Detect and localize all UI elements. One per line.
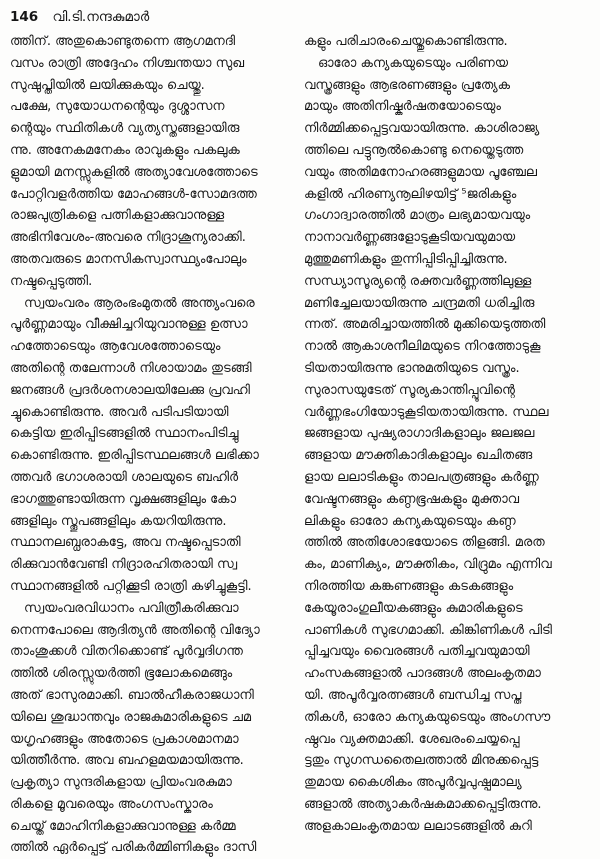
text-line: ട്ടതും സുഗന്ധതൈലത്താൽ മിനുക്കപ്പെട്ട xyxy=(304,753,539,769)
text-line: പ്പിച്ചവയും വൈരങ്ങൾ പതിച്ചവയുമായി xyxy=(304,644,530,660)
text-line: ജനങ്ങൾ പ്രദർശനശാലയിലേക്കു പ്രവഹി xyxy=(10,382,250,398)
text-line: ത്തിന്. അതുകൊണ്ടുതന്നെ ആഗമനദി xyxy=(10,34,236,49)
text-line: വസ്ത്രങ്ങളും ആഭരണങ്ങളും പ്രത്യേക xyxy=(304,77,511,93)
text-line: നിരത്തിയ കങ്കണങ്ങളും കടകങ്ങളും xyxy=(304,578,514,594)
text-line: സുരാസയുടേത് സൂര്യകാന്തിപ്പൂവിന്റെ xyxy=(304,382,515,398)
text-line: നിർമ്മിക്കപ്പെട്ടവയായിരുന്നു. കാശിരാജ്യ xyxy=(304,121,540,137)
text-line: അതവരുടെ മാനസികസ്വാസ്ഥ്യംപോലും xyxy=(10,251,247,267)
text-line: ത്തിൽ ഏർപ്പെട്ട് പരികർമ്മിണികളും ദാസി xyxy=(10,840,257,856)
text-line: മണിച്ചേലയായിരുന്നു ചന്ദ്രമതി ധരിച്ചിരു xyxy=(304,295,535,311)
text-line: ളുമായി മനസ്സുകളിൽ അത്യാവേശത്തോടെ xyxy=(10,164,258,180)
text-line: യിത്തീർന്നു. അവ ബഹളമയമായിരുന്നു. xyxy=(10,753,244,769)
text-line: പക്ഷേ, സുയോധനന്റെയും ദുശ്ശാസന xyxy=(10,99,225,115)
text-line: അത് ഭാസുരമാക്കി. ബാൽഹീകരാജധാനി xyxy=(10,687,254,703)
running-title: വി.ടി.നന്ദകുമാർ xyxy=(52,9,150,25)
text-line: യി. അപൂർവ്വരത്നങ്ങൾ ബന്ധിച്ച സപ്ത xyxy=(304,687,522,703)
text-line: സ്വയംവരവിധാനം പവിത്രീകരിക്കുവാ xyxy=(24,600,239,616)
text-line: സന്ധ്യാസൂര്യന്റെ രക്തവർണ്ണത്തിലുള്ള xyxy=(304,273,532,289)
text-line: ഗംഗാദ്വാരത്തിൽ മാത്രം ലഭ്യമായവയും xyxy=(304,208,531,224)
text-line: നഷ്ടപ്പെടുത്തി. xyxy=(10,273,93,289)
right-column xyxy=(304,31,590,837)
text-line: പാണികൾ സുഭഗമാക്കി. കിങ്കിണികൾ പിടി xyxy=(304,622,552,638)
text-line: മായും അതിനിഷ്കർഷതയോടെയും xyxy=(304,99,501,115)
text-line: സുഷുപ്തിയിൽ ലയിക്കുകയും ചെയ്തു. xyxy=(10,77,205,93)
text-line: ഹംസകങ്ങളാൽ പാദങ്ങൾ അലംകൃതമാ xyxy=(304,666,541,682)
text-line: ത്തവർ ഭഗാശരായി ശാലയുടെ ബഹിർ xyxy=(10,469,239,485)
text-line: സ്വയംവരം ആരംഭംമുതൽ അന്ത്യംവരെ xyxy=(24,295,255,311)
text-line: ന്നു. അനേകമനേകം രാവുകളും പകലുക xyxy=(10,142,240,158)
text-line: ളായ ലലാടികളും താലപത്രങ്ങളും കർണ്ണ xyxy=(304,469,539,485)
page-header xyxy=(10,7,149,29)
text-line: വേഷ്ടനങ്ങളും കണ്ഠഭൂഷകളും മുക്താവ xyxy=(304,491,520,507)
text-line: കം, മാണിക്യം, മൗക്തികം, വിദ്രുമം എന്നിവ xyxy=(304,557,552,573)
text-line: ങ്ങളാൽ അത്യാകർഷകമാക്കപ്പെട്ടിരുന്നു. xyxy=(304,796,542,812)
text-line: കളിൽ ഹിരണ്യനൂലിഴയിട്ട് ⁵ജരികളും xyxy=(304,186,517,202)
text-line: വസം രാത്രി അദ്ദേഹം നിശ്ചന്തയാ സുഖ xyxy=(10,55,245,71)
text-line: പ്രകൃത്യാ സുന്ദരികളായ പ്രിയംവരകുമാ xyxy=(10,775,232,791)
text-line: ത്തിൽ ശിരസ്സുയർത്തി ഭൂലോകമെങ്ങും xyxy=(10,666,233,682)
text-line: ച്ചുകൊണ്ടിരുന്നു. അവർ പടിപടിയായി xyxy=(10,404,229,420)
text-line: ചെയ്ത് മോഹിനികളാക്കുവാനുള്ള കർമ്മ xyxy=(10,818,236,834)
text-line: അളകാലംകൃതമായ ലലാടങ്ങളിൽ കുറി xyxy=(304,818,532,834)
text-line: ന്നത്. അമരിച്ചായത്തിൽ മുക്കിയെടുത്തതി xyxy=(304,317,546,333)
text-line: ടിയതായിരുന്നു ഭാനുമതിയുടെ വസ്ത്രം. xyxy=(304,360,520,376)
text-line: പോറ്റിവളർത്തിയ മോഹങ്ങൾ-സോമദത്ത xyxy=(10,186,257,202)
text-line: വയും അതിമനോഹരങ്ങളുമായ പൂഞ്ചേല xyxy=(304,164,537,180)
text-line: നാനാവർണ്ണങ്ങളോടുകൂടിയവയുമായ xyxy=(304,230,516,246)
left-column xyxy=(10,31,296,859)
text-line: പൂർണ്ണമായും വീക്ഷിച്ചറിയുവാനുള്ള ഉത്സാ xyxy=(10,317,248,333)
text-line: ഓരോ കന്യകയുടെയും പരിണയ xyxy=(318,55,509,71)
text-line: ന്റെയും സ്ഥിതികൾ വ്യത്യസ്തങ്ങളായിരു xyxy=(10,121,240,137)
text-line: അഭിനിവേശം-അവരെ നിദ്രാശൂന്യരാക്കി. xyxy=(10,230,246,246)
text-line: കെട്ടിയ ഇരിപ്പിടങ്ങളിൽ സ്ഥാനംപിടിച്ചു xyxy=(10,426,239,442)
text-line: കൊണ്ടിരുന്നു. ഇരിപ്പിടസ്ഥലങ്ങൾ ലഭിക്കാ xyxy=(10,448,259,464)
text-line: ഹത്തോടെയും ആവേശത്തോടെയും xyxy=(10,339,221,355)
text-line: നെന്നപോലെ ആദിത്യൻ അതിന്റെ വിദ്യോ xyxy=(10,622,260,638)
text-line: കളും പരിചാരംചെയ്തുകൊണ്ടിരുന്നു. xyxy=(304,34,508,49)
text-line: ത്തിലെ പട്ടുനൂൽകൊണ്ടു നെയ്തെടുത്ത xyxy=(304,142,524,158)
text-line: സ്ഥാനങ്ങളിൽ പറ്റിക്കൂടി രാത്രി കഴിച്ചുകൂട്ടി. xyxy=(10,578,252,594)
text-line: ത്തിൽ അതിശോഭയോടെ തിളങ്ങി. മരത xyxy=(304,535,545,551)
text-line: നാൽ ആകാശനീലിമയുടെ നിറത്തോടുകൂ xyxy=(304,339,541,355)
text-line: രിക്കുവാൻവേണ്ടി നിദ്രാരഹിതരായി സ്വ xyxy=(10,557,238,573)
text-line: യഗൃഹങ്ങളും അതോടെ പ്രകാശമാനമാ xyxy=(10,731,239,747)
text-line: യിലെ ശുദ്ധാന്തവും രാജകുമാരികളുടെ ചമ xyxy=(10,709,252,725)
text-line: അതിന്റെ തലേന്നാൾ നിശായാമം തുടങ്ങി xyxy=(10,360,252,376)
text-line: സ്ഥാനലബ്ധരാകട്ടേ, അവ നഷ്ടപ്പെടാതി xyxy=(10,535,241,551)
text-line: ജങ്ങളായ പുഷ്യരാഗാദികളാലും ജലജല xyxy=(304,426,535,442)
text-line: ലികളും ഓരോ കന്യകയുടെയും കണ്ഠ xyxy=(304,513,516,529)
text-line: രാജപുത്രികളെ പത്നികളാക്കുവാനുള്ള xyxy=(10,208,225,224)
page-number: 146 xyxy=(10,9,39,25)
text-line: ഭാഗത്തുണ്ടായിരുന്ന വൃക്ഷങ്ങളിലും കോ xyxy=(10,491,237,507)
text-line: മുത്തുമണികളും തുന്നിപ്പിടിപ്പിച്ചിരുന്നു. xyxy=(304,251,508,267)
text-line: തുമായ കൈശികം അപൂർവ്വപുഷ്പമാല്യ xyxy=(304,775,522,791)
text-line: ങ്ങളിലും സ്തൂപങ്ങളിലും കയറിയിരുന്നു. xyxy=(10,513,227,529)
text-line: താംശുക്കൾ വിതറിക്കൊണ്ട് പൂർവ്വദിഗന്ത xyxy=(10,644,243,660)
text-line: ങ്ങളായ മൗക്തികാദികളാലും ഖചിതങ്ങ xyxy=(304,448,533,464)
text-line: കേയൂരാംഗുലീയകങ്ങളും കുമാരികളുടെ xyxy=(304,600,523,616)
text-line: ഷ്ഠവം വ്യക്തമാക്കി. ശേഖരംചെയ്യപ്പെ xyxy=(304,731,520,747)
text-line: തികൾ, ഓരോ കന്യകയുടെയും അംഗസൗ xyxy=(304,709,551,725)
text-line: രികളെ മൂവരെയും അംഗസംസ്കാരം xyxy=(10,796,213,812)
text-line: വർണ്ണഭംഗിയോടുകൂടിയതായിരുന്നു. സ്ഥല xyxy=(304,404,549,420)
